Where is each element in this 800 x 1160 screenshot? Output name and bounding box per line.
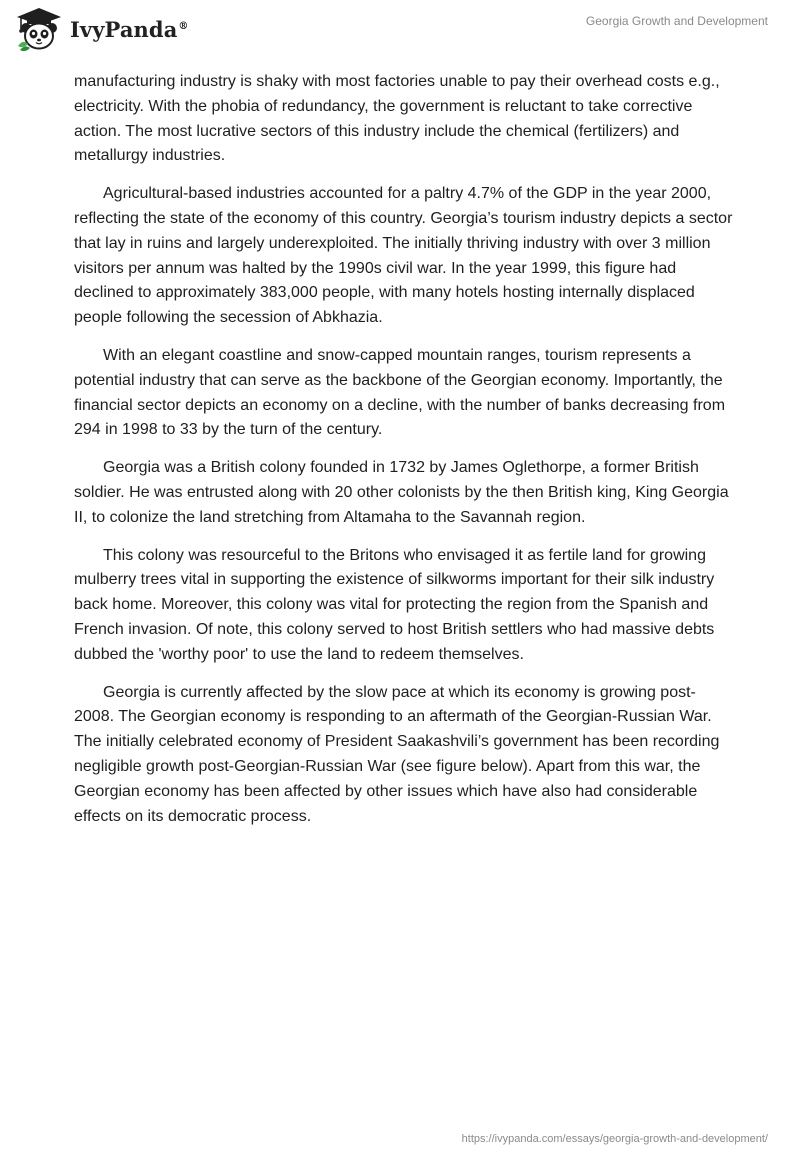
brand-name: IvyPanda®: [70, 16, 189, 42]
paragraph: This colony was resourceful to the Britons who envisaged it as fertile land for growing mulberry trees vital in supporting the existence of silkworms important for their silk industry back home. Moreover, this colony was vital for protecting the region from the Spanish and French invasion. Of note, this colony served to host British settlers who had massive debts dubbed the 'worthy poor' to use the land to redeem themselves.: [74, 546, 715, 663]
page-header: [0, 0, 800, 60]
paragraph: Agricultural-based industries accounted for a paltry 4.7% of the GDP in the year 2000, reflecting the state of the economy of this country. Georgia’s tourism industry depicts a sector that lay in ruins and largely underexploited. The initially thriving industry with over 3 million visitors per annum was halted by the 1990s civil war. In the year 1999, this figure had declined to approximately 383,000 people, with many hotels hosting internally displaced people following the secession of Abkhazia.: [74, 185, 733, 327]
ivypanda-logo[interactable]: [14, 6, 189, 52]
source-url-link[interactable]: https://ivypanda.com/essays/georgia-growth-and-development/: [461, 1133, 768, 1145]
registered-mark: ®: [178, 20, 189, 32]
panda-graduate-icon: [14, 6, 64, 52]
essay-body: [74, 70, 734, 842]
paragraph: With an elegant coastline and snow-capped mountain ranges, tourism represents a potential industry that can serve as the backbone of the Georgian economy. Importantly, the financial sector depicts an economy on a decline, with the number of banks decreasing from 294 in 1998 to 33 by the turn of the century.: [74, 346, 726, 439]
paragraph: Georgia was a British colony founded in 1732 by James Oglethorpe, a former British soldier. He was entrusted along with 20 other colonists by the then British king, King Georgia II, to colonize the land stretching from Altamaha to the Savannah region.: [74, 459, 729, 526]
paragraph: Georgia is currently affected by the slow pace at which its economy is growing post-2008. The Georgian economy is responding to an aftermath of the Georgian-Russian War. The initially celebrated economy of President Saakashvili’s government has been recording negligible growth post-Georgian-Russian War (see figure below). Apart from this war, the Georgian economy has been affected by other issues which have also had considerable effects on its democratic process.: [74, 683, 720, 825]
paragraph: manufacturing industry is shaky with most factories unable to pay their overhead costs e.g., electricity. With the phobia of redundancy, the government is reluctant to take corrective action. The most lucrative sectors of this industry include the chemical (fertilizers) and metallurgy industries.: [74, 73, 720, 165]
document-title: Georgia Growth and Development: [585, 14, 768, 28]
